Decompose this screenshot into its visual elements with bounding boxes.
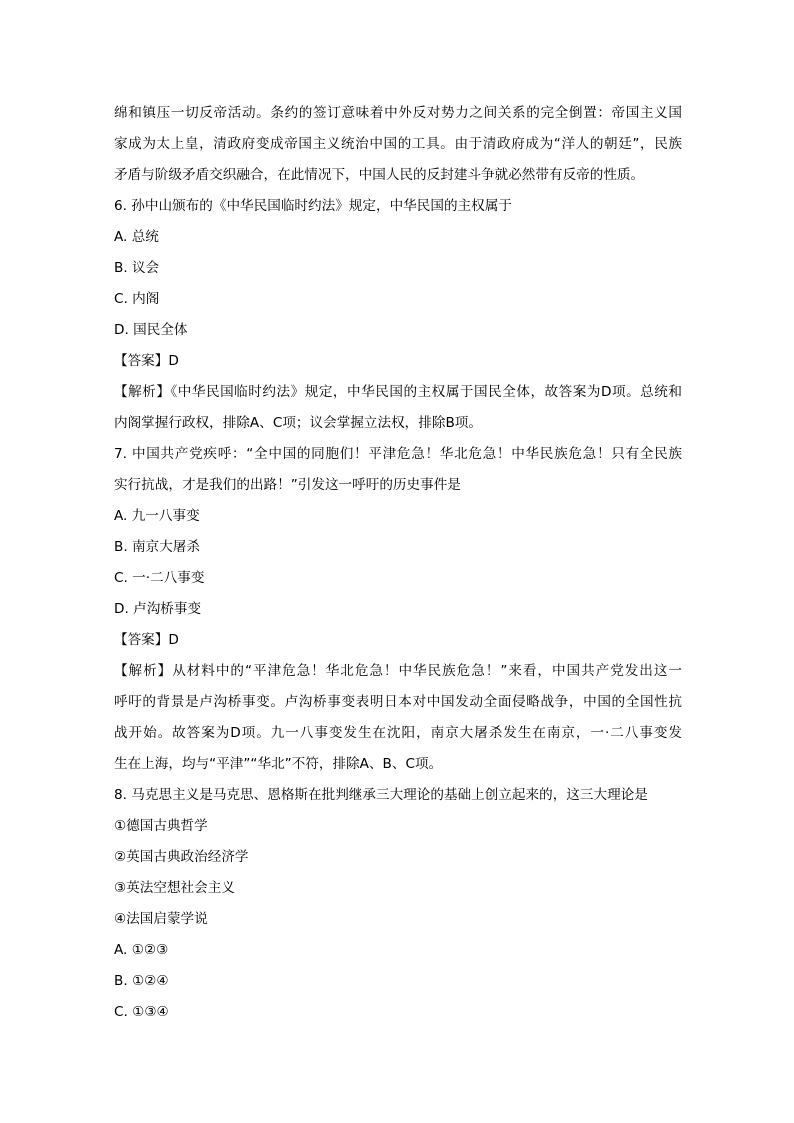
q7-option-a: A. 九一八事变	[114, 508, 200, 524]
page-content	[114, 98, 682, 1028]
paragraph-line: 家成为太上皇，清政府变成帝国主义统治中国的工具。由于清政府成为“洋人的朝廷”，民族	[114, 136, 682, 152]
q6-analysis-line: 【解析】《中华民国临时约法》规定，中华民国的主权属于国民全体，故答案为D项。总统和	[114, 384, 682, 400]
q8-option-b: B. ①②④	[114, 973, 169, 989]
q7-analysis-line: 生在上海，均与“平津”“华北”不符，排除A、B、C项。	[114, 756, 443, 772]
q6-option-a: A. 总统	[114, 229, 159, 245]
q6-option-c: C. 内阁	[114, 291, 160, 307]
q7-option-c: C. 一·二八事变	[114, 570, 205, 586]
question-6-stem: 6. 孙中山颁布的《中华民国临时约法》规定，中华民国的主权属于	[114, 198, 512, 214]
question-7-stem: 实行抗战，才是我们的出路！”引发这一呼吁的历史事件是	[114, 477, 461, 493]
question-8-stem: 8. 马克思主义是马克思、恩格斯在批判继承三大理论的基础上创立起来的，这三大理论是	[114, 787, 648, 803]
q7-answer: 【答案】D	[114, 632, 179, 648]
q6-answer: 【答案】D	[114, 353, 179, 369]
q8-option-c: C. ①③④	[114, 1004, 169, 1020]
paragraph-line: 矛盾与阶级矛盾交织融合，在此情况下，中国人民的反封建斗争就必然带有反帝的性质。	[114, 167, 645, 183]
q7-analysis-line: 呼吁的背景是卢沟桥事变。卢沟桥事变表明日本对中国发动全面侵略战争，中国的全国性抗	[114, 694, 682, 710]
q8-item-2: ②英国古典政治经济学	[114, 849, 249, 865]
q6-analysis-line: 内阁掌握行政权，排除A、C项；议会掌握立法权，排除B项。	[114, 415, 482, 431]
q7-analysis-line: 【解析】从材料中的“平津危急！华北危急！中华民族危急！”来看，中国共产党发出这一	[114, 663, 682, 679]
q8-option-a: A. ①②③	[114, 942, 169, 958]
q6-option-d: D. 国民全体	[114, 322, 188, 338]
q7-option-d: D. 卢沟桥事变	[114, 601, 202, 617]
q7-option-b: B. 南京大屠杀	[114, 539, 200, 555]
q7-analysis-line: 战开始。故答案为D项。九一八事变发生在沈阳，南京大屠杀发生在南京，一·二八事变发	[114, 725, 682, 741]
paragraph-line: 绵和镇压一切反帝活动。条约的签订意味着中外反对势力之间关系的完全倒置：帝国主义国	[114, 105, 682, 121]
q8-item-4: ④法国启蒙学说	[114, 911, 208, 927]
q8-item-1: ①德国古典哲学	[114, 818, 208, 834]
q8-item-3: ③英法空想社会主义	[114, 880, 235, 896]
question-7-stem: 7. 中国共产党疾呼：“全中国的同胞们！平津危急！华北危急！中华民族危急！只有全民族	[114, 446, 682, 462]
q6-option-b: B. 议会	[114, 260, 160, 276]
